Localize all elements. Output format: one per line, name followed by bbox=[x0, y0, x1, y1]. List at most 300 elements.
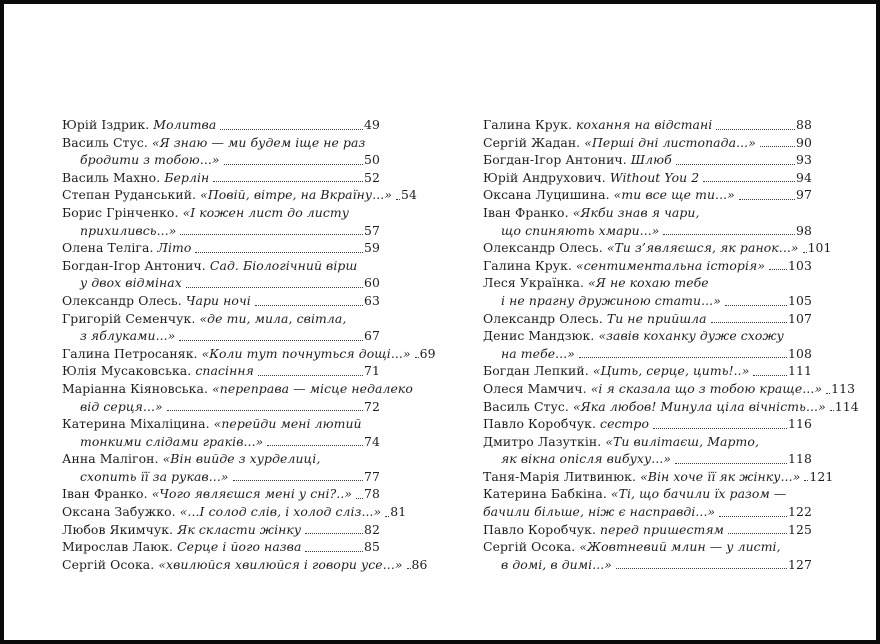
entry-title: «...І солод слів, і холод сліз...» bbox=[179, 504, 382, 520]
page-number: 74 bbox=[364, 433, 380, 449]
toc-line bbox=[483, 239, 832, 257]
entry-text bbox=[483, 310, 707, 328]
entry-author: Олеся Мамчич. bbox=[483, 380, 591, 396]
entry-title-continuation: на тебе...» bbox=[501, 345, 575, 361]
toc-line bbox=[62, 310, 380, 328]
entry-author: Любов Якимчук. bbox=[62, 521, 178, 537]
entry-text bbox=[62, 362, 254, 380]
dotted-leader bbox=[653, 428, 787, 429]
entry-author: Таня-Марія Литвинюк. bbox=[483, 468, 641, 484]
toc-line bbox=[62, 485, 380, 503]
entry-text bbox=[483, 380, 822, 398]
entry-author: Мирослав Лаюк. bbox=[62, 539, 178, 555]
entry-title: Чари ночі bbox=[185, 292, 251, 308]
entry-text bbox=[483, 433, 759, 451]
toc-line bbox=[483, 151, 812, 169]
toc-line bbox=[483, 538, 812, 556]
dotted-leader bbox=[703, 181, 795, 182]
entry-title: сестро bbox=[600, 416, 649, 432]
toc-line bbox=[483, 380, 856, 398]
entry-title: «Повій, вітре, на Вкраїну...» bbox=[200, 187, 393, 203]
toc-entry bbox=[62, 521, 380, 539]
toc-entry bbox=[62, 116, 380, 134]
dotted-leader bbox=[711, 322, 787, 323]
dotted-leader bbox=[804, 480, 808, 481]
toc-entry bbox=[62, 362, 380, 380]
entry-text bbox=[62, 204, 349, 222]
page-number: 114 bbox=[834, 398, 859, 414]
entry-title: «Я не кохаю тебе bbox=[588, 275, 709, 291]
entry-author: Галина Крук. bbox=[483, 257, 577, 273]
toc-entry bbox=[62, 415, 380, 450]
toc-entry bbox=[483, 151, 812, 169]
page-number: 82 bbox=[364, 521, 380, 537]
entry-text bbox=[62, 134, 365, 152]
dotted-leader bbox=[179, 340, 363, 341]
entry-title: Літо bbox=[157, 240, 192, 256]
toc-entry bbox=[483, 186, 812, 204]
toc-line bbox=[62, 292, 380, 310]
entry-text bbox=[483, 415, 649, 433]
entry-text bbox=[62, 310, 346, 328]
entry-title: «І кожен лист до листу bbox=[182, 204, 350, 220]
entry-text bbox=[483, 134, 756, 152]
entry-author: Оксана Забужко. bbox=[62, 504, 180, 520]
toc-line-continuation bbox=[483, 345, 812, 363]
page-number: 71 bbox=[364, 363, 380, 379]
page-number: 60 bbox=[364, 275, 380, 291]
entry-title: «ти все ще ти...» bbox=[613, 187, 735, 203]
page-number: 90 bbox=[796, 134, 812, 150]
toc-line-continuation bbox=[62, 327, 380, 345]
dotted-leader bbox=[739, 199, 795, 200]
toc-entry bbox=[483, 239, 832, 257]
page-number: 107 bbox=[788, 310, 812, 326]
entry-text bbox=[483, 327, 784, 345]
toc-entry bbox=[483, 134, 812, 152]
entry-author: Юрій Іздрик. bbox=[62, 117, 154, 132]
toc-line bbox=[483, 362, 812, 380]
dotted-leader bbox=[719, 516, 787, 517]
dotted-leader bbox=[728, 533, 787, 534]
entry-author: Юрій Андрухович. bbox=[483, 169, 610, 185]
toc-line-continuation bbox=[62, 151, 380, 169]
entry-text bbox=[62, 292, 251, 310]
entry-text bbox=[62, 450, 320, 468]
page-number: 108 bbox=[788, 345, 812, 361]
entry-text bbox=[62, 485, 352, 503]
entry-author: Богдан-Ігор Антонич. bbox=[62, 257, 210, 273]
toc-line-continuation bbox=[62, 274, 380, 292]
page-number: 113 bbox=[831, 380, 856, 396]
entry-text bbox=[62, 415, 362, 433]
entry-text bbox=[483, 116, 712, 134]
entry-text bbox=[483, 239, 799, 257]
entry-title: «де ти, мила, світла, bbox=[199, 310, 347, 326]
entry-title: Ти не прийшла bbox=[606, 310, 707, 326]
dotted-leader bbox=[224, 164, 363, 165]
entry-title-continuation: від серця...» bbox=[80, 398, 163, 414]
entry-author: Сергій Жадан. bbox=[483, 134, 585, 150]
dotted-leader bbox=[760, 146, 795, 147]
entry-title: кохання на відстані bbox=[576, 117, 713, 132]
toc-line bbox=[483, 398, 859, 416]
entry-author: Григорій Семенчук. bbox=[62, 310, 200, 326]
entry-title: «Перші дні листопада...» bbox=[584, 134, 756, 150]
entry-author: Леся Українка. bbox=[483, 275, 589, 291]
page-number: 127 bbox=[788, 556, 812, 572]
toc-line bbox=[62, 204, 380, 222]
toc-entry bbox=[483, 116, 812, 134]
toc-line-continuation bbox=[483, 503, 812, 521]
toc-line bbox=[483, 433, 812, 451]
entry-author: Іван Франко. bbox=[62, 486, 152, 502]
entry-text bbox=[483, 485, 786, 503]
entry-title-continuation: як вікна опісля вибуху...» bbox=[501, 451, 672, 467]
entry-author: Олена Теліга. bbox=[62, 240, 158, 256]
page-number: 81 bbox=[390, 504, 407, 520]
entry-author: Василь Стус. bbox=[62, 134, 152, 150]
dotted-leader bbox=[195, 252, 363, 253]
dotted-leader bbox=[415, 357, 419, 358]
entry-text bbox=[62, 556, 403, 574]
entry-title-continuation: і не прагну дружиною стати...» bbox=[501, 292, 721, 308]
entry-author: Олександр Олесь. bbox=[62, 292, 186, 308]
toc-entry bbox=[483, 274, 812, 309]
dotted-leader bbox=[407, 568, 411, 569]
entry-text bbox=[483, 398, 826, 416]
entry-text bbox=[483, 169, 699, 187]
entry-author: Олександр Олесь. bbox=[483, 240, 607, 256]
entry-author: Анна Малігон. bbox=[62, 451, 163, 467]
entry-title-continuation: що спиняють хмари...» bbox=[501, 222, 660, 238]
entry-title-continuation: з яблуками...» bbox=[80, 328, 176, 344]
toc-entry bbox=[483, 327, 812, 362]
entry-text bbox=[483, 186, 735, 204]
page-number: 103 bbox=[788, 257, 812, 273]
dotted-leader bbox=[826, 393, 830, 394]
dotted-leader bbox=[305, 533, 363, 534]
toc-line bbox=[483, 468, 834, 486]
entry-author: Василь Стус. bbox=[483, 398, 573, 414]
toc-line bbox=[483, 521, 812, 539]
entry-text bbox=[483, 151, 672, 169]
entry-text bbox=[62, 257, 357, 275]
entry-text bbox=[483, 257, 765, 275]
toc-entry bbox=[62, 485, 380, 503]
page-number: 86 bbox=[411, 556, 428, 572]
entry-title: Молитва bbox=[153, 117, 217, 132]
dotted-leader bbox=[267, 445, 363, 446]
page-number: 111 bbox=[788, 363, 812, 379]
entry-title: «Він вийде з хурделиці, bbox=[162, 451, 321, 467]
entry-title: перед пришестям bbox=[600, 521, 725, 537]
entry-title: «Яка любов! Минула ціла вічність...» bbox=[573, 398, 826, 414]
dotted-leader bbox=[396, 199, 400, 200]
toc-entry bbox=[483, 485, 812, 520]
entry-author: Юлія Мусаковська. bbox=[62, 363, 196, 379]
entry-title: Берлін bbox=[164, 169, 210, 185]
toc-entry bbox=[483, 521, 812, 539]
toc-line bbox=[62, 521, 380, 539]
toc-entry bbox=[62, 310, 380, 345]
toc-line bbox=[483, 186, 812, 204]
dotted-leader bbox=[233, 480, 363, 481]
toc-entry bbox=[62, 538, 380, 556]
toc-line bbox=[62, 503, 407, 521]
entry-author: Борис Грінченко. bbox=[62, 204, 183, 220]
page-number: 121 bbox=[809, 468, 834, 484]
toc-line bbox=[62, 415, 380, 433]
entry-author: Дмитро Лазуткін. bbox=[483, 433, 606, 449]
toc-entry bbox=[483, 538, 812, 573]
toc-entry bbox=[62, 169, 380, 187]
entry-text bbox=[62, 116, 216, 134]
dotted-leader bbox=[663, 234, 795, 235]
entry-author: Богдан Лепкий. bbox=[483, 363, 593, 379]
toc-line-continuation bbox=[483, 222, 812, 240]
dotted-leader bbox=[676, 164, 795, 165]
toc-entry bbox=[483, 433, 812, 468]
toc-entry bbox=[62, 380, 413, 415]
toc-entry bbox=[62, 556, 428, 574]
page-number: 116 bbox=[788, 416, 812, 432]
entry-title: «Чого являєшся мені у сні?..» bbox=[151, 486, 353, 502]
toc-line-continuation bbox=[62, 468, 380, 486]
page-number: 101 bbox=[807, 240, 832, 256]
page-number: 77 bbox=[364, 468, 380, 484]
page-number: 88 bbox=[796, 117, 812, 132]
toc-entry bbox=[62, 134, 380, 169]
toc-line bbox=[62, 257, 380, 275]
entry-text bbox=[62, 538, 301, 556]
entry-author: Катерина Бабкіна. bbox=[483, 486, 611, 502]
page-number: 122 bbox=[788, 504, 812, 520]
entry-title: «Ти вилітаєш, Марто, bbox=[605, 433, 759, 449]
toc-line bbox=[483, 310, 812, 328]
toc-line bbox=[483, 204, 812, 222]
toc-entry bbox=[62, 503, 407, 521]
toc-line bbox=[62, 169, 380, 187]
entry-title-continuation: бродити з тобою...» bbox=[80, 152, 220, 168]
toc-entry bbox=[483, 362, 812, 380]
entry-title: «Він хоче її як жінку...» bbox=[640, 468, 801, 484]
toc-line-continuation bbox=[62, 222, 380, 240]
page-number: 57 bbox=[364, 222, 380, 238]
entry-text bbox=[62, 186, 392, 204]
dotted-leader bbox=[186, 287, 363, 288]
toc-entry bbox=[483, 204, 812, 239]
toc-column-left bbox=[62, 116, 436, 573]
entry-title-continuation: бачили більше, ніж є насправді...» bbox=[483, 504, 716, 520]
entry-title: «Я знаю — ми будем іще не раз bbox=[152, 134, 366, 150]
toc-line bbox=[483, 257, 812, 275]
entry-author: Денис Мандзюк. bbox=[483, 328, 599, 344]
dotted-leader bbox=[616, 568, 787, 569]
entry-author: Сергій Осока. bbox=[483, 539, 580, 555]
entry-text bbox=[483, 468, 800, 486]
toc-line bbox=[62, 380, 413, 398]
dotted-leader bbox=[180, 234, 363, 235]
toc-line-continuation bbox=[62, 433, 380, 451]
entry-author: Василь Махно. bbox=[62, 169, 165, 185]
page-number: 49 bbox=[364, 117, 380, 132]
dotted-leader bbox=[830, 410, 834, 411]
entry-text bbox=[62, 521, 301, 539]
page-number: 67 bbox=[364, 328, 380, 344]
dotted-leader bbox=[675, 463, 787, 464]
toc-entry bbox=[62, 345, 436, 363]
dotted-leader bbox=[803, 252, 807, 253]
dotted-leader bbox=[258, 375, 363, 376]
dotted-leader bbox=[769, 269, 787, 270]
dotted-leader bbox=[385, 516, 389, 517]
entry-text bbox=[62, 169, 209, 187]
toc-line bbox=[62, 134, 380, 152]
page-number: 93 bbox=[796, 152, 812, 168]
entry-title: «і я сказала що з тобою краще...» bbox=[590, 380, 823, 396]
entry-title: Сад. Біологічний вірш bbox=[209, 257, 358, 273]
dotted-leader bbox=[305, 551, 363, 552]
toc-entry bbox=[62, 450, 380, 485]
entry-text bbox=[483, 362, 749, 380]
entry-title: «Якби знав я чари, bbox=[572, 204, 700, 220]
entry-author: Олександр Олесь. bbox=[483, 310, 607, 326]
page-number: 78 bbox=[364, 486, 380, 502]
page-number: 54 bbox=[401, 187, 417, 203]
entry-text bbox=[62, 503, 381, 521]
dotted-leader bbox=[716, 129, 795, 130]
page-number: 98 bbox=[796, 222, 812, 238]
entry-title: Як скласти жінку bbox=[177, 521, 302, 537]
toc-line bbox=[483, 415, 812, 433]
entry-title: «перейди мені лютий bbox=[213, 416, 362, 432]
entry-text bbox=[483, 538, 781, 556]
toc-line-continuation bbox=[483, 450, 812, 468]
dotted-leader bbox=[579, 357, 787, 358]
toc-line bbox=[483, 169, 812, 187]
entry-title: «переправа — місце недалеко bbox=[212, 380, 413, 396]
entry-text bbox=[483, 521, 724, 539]
entry-text bbox=[62, 239, 191, 257]
toc-entry bbox=[62, 257, 380, 292]
entry-author: Степан Руданський. bbox=[62, 187, 201, 203]
entry-title: «завів коханку дуже схожу bbox=[598, 328, 784, 344]
page-number: 125 bbox=[788, 521, 812, 537]
entry-title: «Цить, серце, цить!..» bbox=[592, 363, 750, 379]
toc-entry bbox=[62, 204, 380, 239]
entry-title: спасіння bbox=[195, 363, 254, 379]
page-number: 97 bbox=[796, 187, 812, 203]
toc-line bbox=[62, 538, 380, 556]
page-number: 69 bbox=[419, 345, 436, 361]
toc-entry bbox=[483, 380, 856, 398]
page-number: 52 bbox=[364, 169, 380, 185]
toc-line bbox=[62, 186, 417, 204]
entry-author: Маріанна Кіяновська. bbox=[62, 380, 213, 396]
dotted-leader bbox=[725, 305, 787, 306]
page-number: 72 bbox=[364, 398, 380, 414]
entry-title-continuation: прихиливсь...» bbox=[80, 222, 177, 238]
dotted-leader bbox=[753, 375, 787, 376]
page-number: 105 bbox=[788, 292, 812, 308]
entry-title: «Жовтневий млин — у листі, bbox=[579, 539, 781, 555]
toc-entry bbox=[483, 257, 812, 275]
entry-author: Іван Франко. bbox=[483, 204, 573, 220]
entry-author: Катерина Міхаліцина. bbox=[62, 416, 214, 432]
entry-title-continuation: в домі, в димі...» bbox=[501, 556, 612, 572]
entry-author: Оксана Луцишина. bbox=[483, 187, 614, 203]
entry-title-continuation: схопить її за рукав...» bbox=[80, 468, 229, 484]
dotted-leader bbox=[220, 129, 363, 130]
toc-line bbox=[62, 556, 428, 574]
entry-title: Серце і його назва bbox=[177, 539, 302, 555]
entry-title-continuation: тонкими слідами граків...» bbox=[80, 433, 264, 449]
page-number: 94 bbox=[796, 169, 812, 185]
entry-text bbox=[483, 204, 700, 222]
entry-author: Галина Крук. bbox=[483, 117, 577, 132]
entry-title: «сентиментальна історія» bbox=[576, 257, 766, 273]
toc-line bbox=[62, 116, 380, 134]
page-number: 50 bbox=[364, 152, 380, 168]
entry-author: Богдан-Ігор Антонич. bbox=[483, 152, 631, 168]
entry-title: Шлюб bbox=[630, 152, 672, 168]
page-number: 118 bbox=[788, 451, 812, 467]
toc-entry bbox=[62, 292, 380, 310]
entry-text bbox=[62, 380, 413, 398]
toc-entry bbox=[483, 310, 812, 328]
toc-line bbox=[483, 274, 812, 292]
toc-entry bbox=[62, 239, 380, 257]
page-number: 63 bbox=[364, 292, 380, 308]
toc-entry bbox=[483, 169, 812, 187]
entry-title: «Коли тут почнуться дощі...» bbox=[201, 345, 411, 361]
toc-entry bbox=[483, 415, 812, 433]
toc-line bbox=[62, 239, 380, 257]
toc-line bbox=[62, 345, 436, 363]
toc-column-right bbox=[483, 116, 859, 573]
toc-line bbox=[483, 485, 812, 503]
entry-author: Сергій Осока. bbox=[62, 556, 159, 572]
toc-entry bbox=[483, 398, 859, 416]
page-number: 59 bbox=[364, 240, 380, 256]
toc-line bbox=[62, 450, 380, 468]
entry-title: «Ті, що бачили їх разом — bbox=[610, 486, 787, 502]
entry-author: Галина Петросаняк. bbox=[62, 345, 202, 361]
dotted-leader bbox=[255, 305, 363, 306]
entry-author: Павло Коробчук. bbox=[483, 521, 601, 537]
toc-line-continuation bbox=[483, 556, 812, 574]
dotted-leader bbox=[213, 181, 363, 182]
entry-title: Without You 2 bbox=[609, 169, 700, 185]
toc-line-continuation bbox=[483, 292, 812, 310]
entry-title-continuation: у двох відмінах bbox=[80, 275, 182, 291]
toc-line bbox=[483, 116, 812, 134]
entry-text bbox=[62, 345, 411, 363]
toc-entry bbox=[62, 186, 417, 204]
toc-line-continuation bbox=[62, 398, 380, 416]
entry-author: Павло Коробчук. bbox=[483, 416, 601, 432]
toc-line bbox=[483, 134, 812, 152]
toc-line bbox=[62, 362, 380, 380]
entry-title: «хвилюйся хвилюйся і говори усе...» bbox=[158, 556, 403, 572]
entry-text bbox=[483, 274, 709, 292]
dotted-leader bbox=[167, 410, 363, 411]
dotted-leader bbox=[356, 498, 363, 499]
toc-line bbox=[483, 327, 812, 345]
page-number: 85 bbox=[364, 539, 380, 555]
toc-entry bbox=[483, 468, 834, 486]
